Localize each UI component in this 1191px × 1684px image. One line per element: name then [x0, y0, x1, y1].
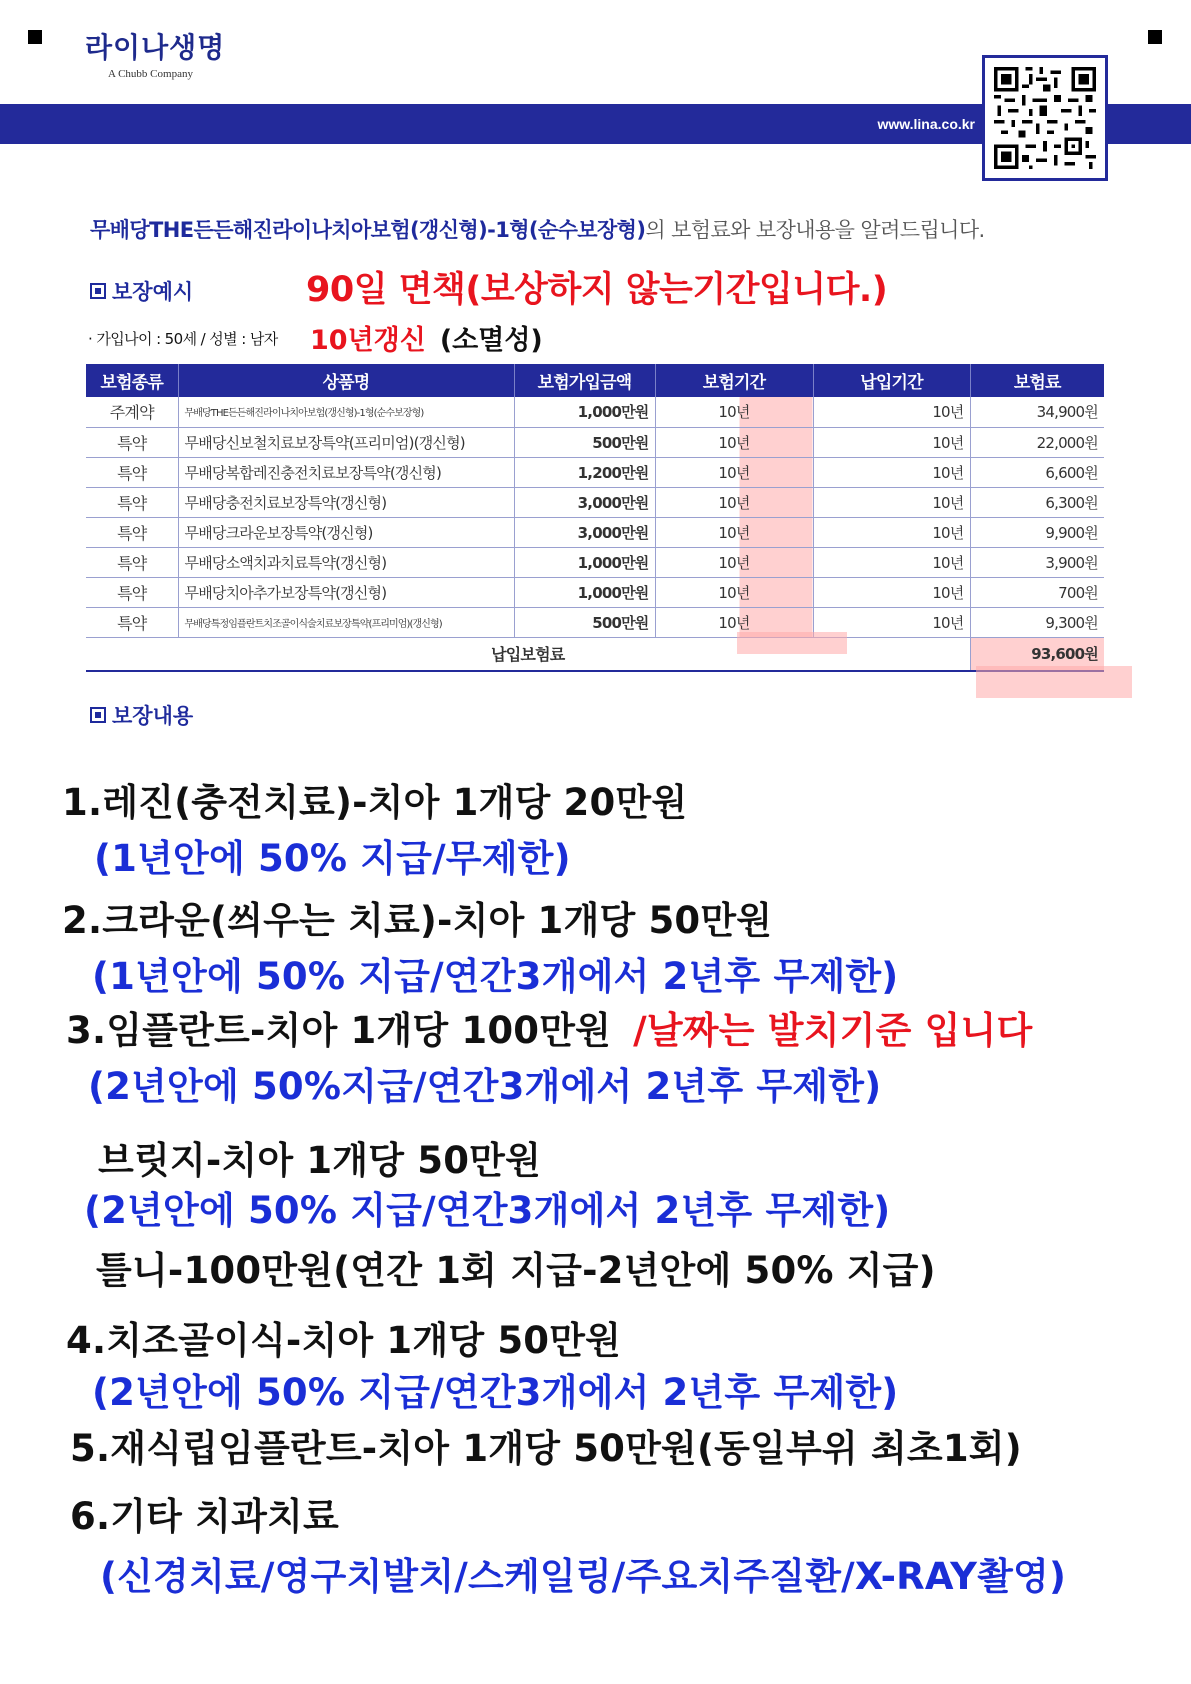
header-pay-period: 납입기간 [813, 364, 970, 397]
header-term: 보험기간 [655, 364, 813, 397]
row-pay-period: 10년 [813, 397, 970, 427]
row-term: 10년 [655, 487, 813, 517]
row-type: 특약 [86, 517, 178, 547]
row-pay-period: 10년 [813, 487, 970, 517]
row-pay-period: 10년 [813, 577, 970, 607]
coverage-item-main: 4.치조골이식-치아 1개당 50만원 [66, 1319, 622, 1362]
row-product-name: 무배당특정임플란트치조골이식술치료보장특약(프리미엄)(갱신형) [178, 607, 514, 637]
coverage-item-line [66, 1000, 1032, 1054]
coverage-item-note: (2년안에 50% 지급/연간3개에서 2년후 무제한) [92, 1371, 899, 1414]
header-type: 보험종류 [86, 364, 178, 397]
row-premium: 9,900원 [970, 517, 1104, 547]
row-type: 특약 [86, 547, 178, 577]
coverage-item-note: (1년안에 50% 지급/무제한) [94, 837, 571, 880]
row-type: 특약 [86, 577, 178, 607]
row-premium: 3,900원 [970, 547, 1104, 577]
coverage-section-label: 보장내용 [112, 704, 194, 728]
table-row [86, 427, 1104, 457]
table-row [86, 457, 1104, 487]
coverage-item-alert: /날짜는 발치기준 입니다 [633, 1009, 1033, 1052]
coverage-item-note: (2년안에 50%지급/연간3개에서 2년후 무제한) [88, 1065, 882, 1108]
renewal-info [310, 318, 543, 357]
row-term: 10년 [655, 457, 813, 487]
header-product: 상품명 [178, 364, 514, 397]
header-premium: 보험료 [970, 364, 1104, 397]
row-amount: 500만원 [514, 607, 655, 637]
brand-name: 라이나생명 [85, 31, 226, 64]
plan-table [86, 364, 1104, 672]
row-product-name: 무배당충전치료보장특약(갱신형) [178, 487, 514, 517]
row-pay-period: 10년 [813, 427, 970, 457]
row-pay-period: 10년 [813, 607, 970, 637]
square-bullet-icon [90, 283, 106, 299]
row-premium: 9,300원 [970, 607, 1104, 637]
row-amount: 1,000만원 [514, 547, 655, 577]
row-premium: 22,000원 [970, 427, 1104, 457]
row-type: 특약 [86, 607, 178, 637]
product-name: 무배당THE든든해진라이나치아보험(갱신형)-1형(순수보장형) [90, 218, 646, 242]
corner-mark-right [1148, 30, 1162, 44]
row-premium: 700원 [970, 577, 1104, 607]
row-product-name: 무배당소액치과치료특약(갱신형) [178, 547, 514, 577]
plan-table-header [86, 364, 1104, 397]
table-row [86, 487, 1104, 517]
row-premium: 6,600원 [970, 457, 1104, 487]
row-premium: 34,900원 [970, 397, 1104, 427]
row-pay-period: 10년 [813, 547, 970, 577]
row-product-name: 무배당치아추가보장특약(갱신형) [178, 577, 514, 607]
row-amount: 1,000만원 [514, 397, 655, 427]
renewal-label: 10년갱신 [310, 325, 426, 356]
row-amount: 1,000만원 [514, 577, 655, 607]
row-term: 10년 [655, 577, 813, 607]
total-premium-label: 납입보험료 [86, 637, 970, 671]
row-type: 주계약 [86, 397, 178, 427]
row-amount: 1,200만원 [514, 457, 655, 487]
row-product-name: 무배당THE든든해진라이나치아보험(갱신형)-1형(순수보장형) [178, 397, 514, 427]
coverage-item-note: (1년안에 50% 지급/연간3개에서 2년후 무제한) [92, 955, 899, 998]
intro-suffix: 의 보험료와 보장내용을 알려드립니다. [645, 218, 985, 242]
table-row [86, 607, 1104, 637]
square-bullet-icon [90, 707, 106, 723]
brand-tagline: A Chubb Company [108, 68, 193, 80]
row-term: 10년 [655, 517, 813, 547]
table-row [86, 577, 1104, 607]
row-amount: 3,000만원 [514, 517, 655, 547]
total-premium-value: 93,600원 [970, 637, 1104, 671]
row-premium: 6,300원 [970, 487, 1104, 517]
subscriber-info: · 가입나이 : 50세 / 성별 : 남자 [88, 330, 278, 348]
row-term: 10년 [655, 547, 813, 577]
table-row [86, 397, 1104, 427]
coverage-item-note: (신경치료/영구치발치/스케일링/주요치주질환/X-RAY촬영) [100, 1555, 1067, 1598]
row-type: 특약 [86, 457, 178, 487]
header-amount: 보험가입금액 [514, 364, 655, 397]
waiting-period-notice: 90일 면책(보상하지 않는기간입니다.) [306, 270, 888, 310]
coverage-item-main: 브릿지-치아 1개당 50만원 [98, 1139, 542, 1182]
coverage-item-main: 5.재식립임플란트-치아 1개당 50만원(동일부위 최초1회) [70, 1427, 1022, 1470]
coverage-item-main: 틀니-100만원(연간 1회 지급-2년안에 50% 지급) [96, 1249, 936, 1292]
example-section-title [90, 276, 193, 306]
row-term: 10년 [655, 607, 813, 637]
row-type: 특약 [86, 427, 178, 457]
table-row [86, 547, 1104, 577]
intro-sentence [90, 214, 985, 244]
coverage-item-note: (2년안에 50% 지급/연간3개에서 2년후 무제한) [84, 1189, 891, 1232]
coverage-item-main: 2.크라운(씌우는 치료)-치아 1개당 50만원 [62, 899, 773, 942]
total-row [86, 637, 1104, 671]
row-pay-period: 10년 [813, 517, 970, 547]
coverage-item-main: 3.임플란트-치아 1개당 100만원 [66, 1009, 612, 1052]
brand-logo [85, 26, 270, 80]
qr-code-icon[interactable] [982, 55, 1108, 181]
total-premium-highlight [976, 666, 1132, 698]
coverage-item-main: 6.기타 치과치료 [70, 1495, 339, 1538]
coverage-section-title [90, 700, 193, 730]
renewal-type: (소멸성) [439, 325, 543, 356]
corner-mark-left [28, 30, 42, 44]
row-amount: 500만원 [514, 427, 655, 457]
table-row [86, 517, 1104, 547]
row-amount: 3,000만원 [514, 487, 655, 517]
row-term: 10년 [655, 427, 813, 457]
row-product-name: 무배당신보철치료보장특약(프리미엄)(갱신형) [178, 427, 514, 457]
row-type: 특약 [86, 487, 178, 517]
row-product-name: 무배당크라운보장특약(갱신형) [178, 517, 514, 547]
row-product-name: 무배당복합레진충전치료보장특약(갱신형) [178, 457, 514, 487]
coverage-item-main: 1.레진(충전치료)-치아 1개당 20만원 [62, 781, 688, 824]
row-term: 10년 [655, 397, 813, 427]
website-link[interactable]: www.lina.co.kr [877, 116, 975, 132]
row-pay-period: 10년 [813, 457, 970, 487]
example-section-label: 보장예시 [112, 280, 194, 304]
term-highlight [737, 632, 847, 654]
